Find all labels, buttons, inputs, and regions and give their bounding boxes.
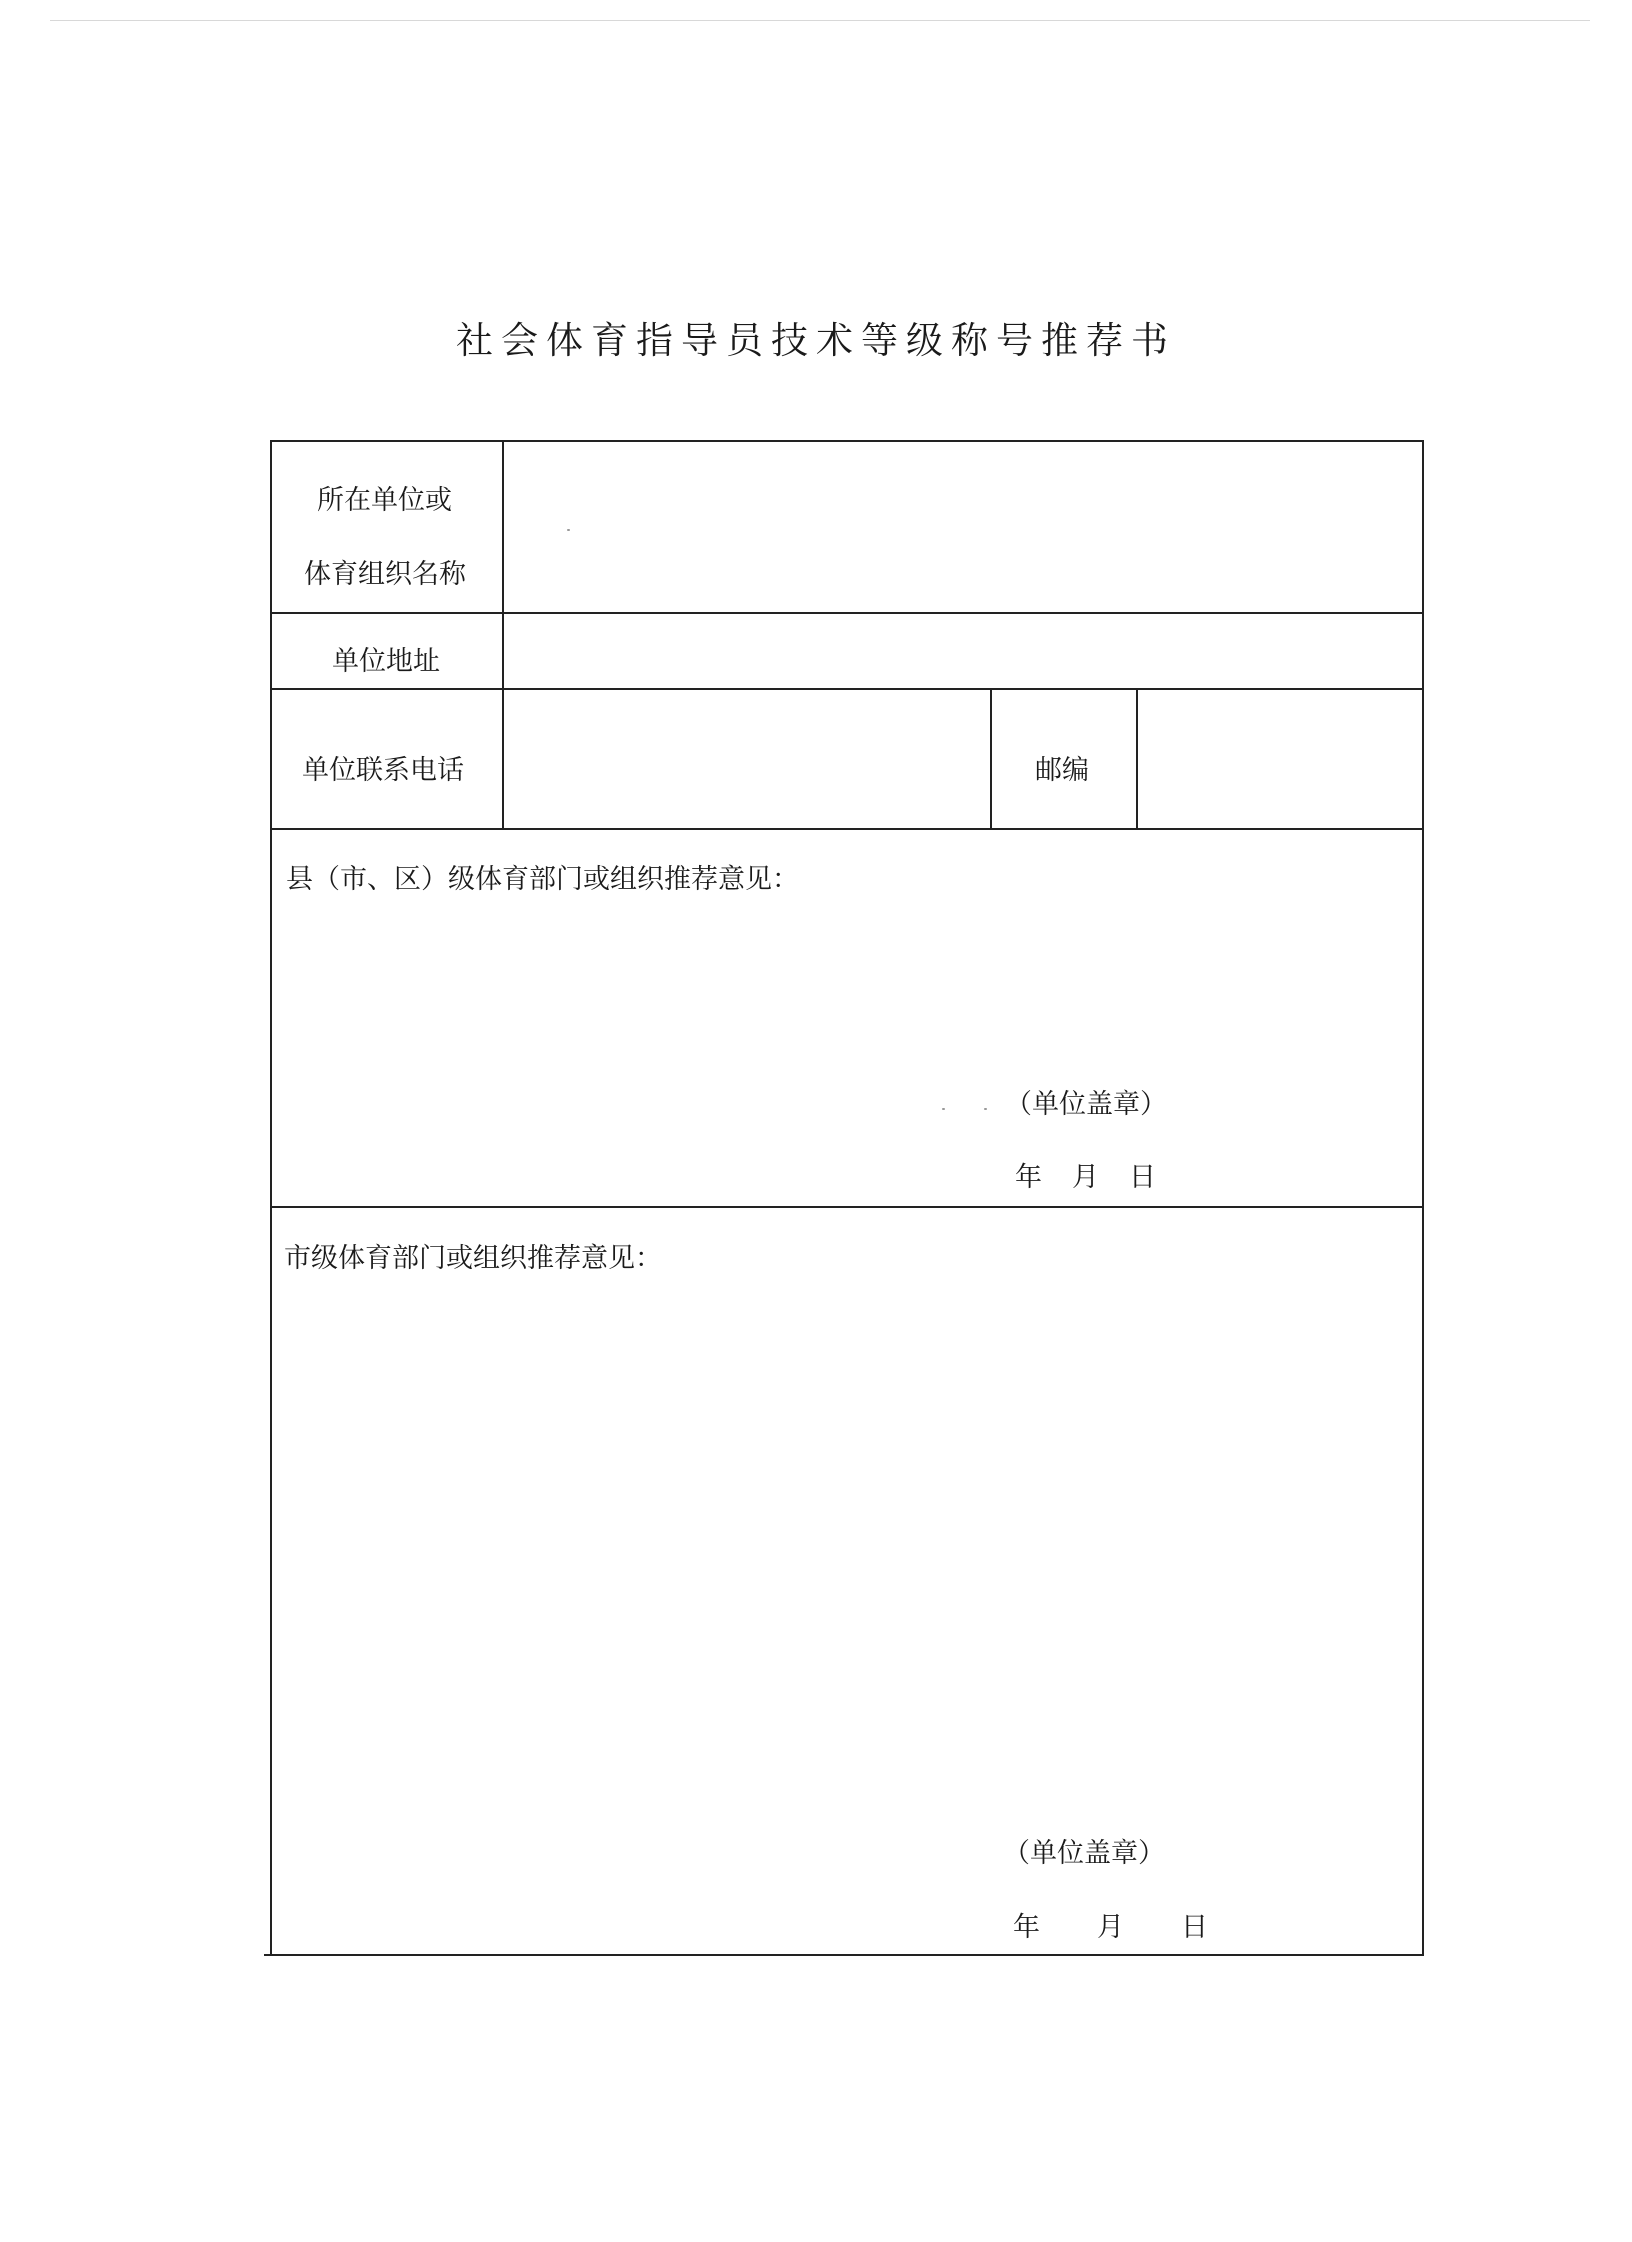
postcode-label-divider-left — [990, 688, 992, 830]
form-border-right — [1422, 440, 1424, 1956]
postcode-field[interactable] — [1150, 700, 1412, 820]
address-label: 单位地址 — [332, 646, 440, 677]
row-divider-3 — [270, 828, 1424, 830]
county-date-month: 月 — [1072, 1162, 1099, 1193]
scan-speck — [567, 529, 570, 531]
address-field[interactable] — [520, 620, 1410, 680]
unit-name-label-line2: 体育组织名称 — [304, 559, 466, 590]
label-column-divider — [502, 440, 504, 830]
form-border-left — [270, 440, 272, 1956]
postcode-label: 邮编 — [1035, 755, 1089, 786]
row-divider-2 — [270, 688, 1424, 690]
scan-speck — [984, 1108, 987, 1110]
row-divider-4 — [270, 1206, 1424, 1208]
city-stamp-note: （单位盖章） — [1003, 1838, 1165, 1869]
recommendation-form — [270, 440, 1424, 1956]
scan-speck — [942, 1108, 945, 1110]
phone-label: 单位联系电话 — [302, 755, 464, 786]
postcode-label-divider-right — [1136, 688, 1138, 830]
scan-edge-line — [50, 20, 1590, 21]
page-title: 社会体育指导员技术等级称号推荐书 — [456, 319, 1176, 362]
form-border-top — [270, 440, 1424, 442]
unit-name-field[interactable] — [520, 460, 1410, 600]
city-date-day: 日 — [1181, 1912, 1208, 1943]
county-date-day: 日 — [1129, 1162, 1156, 1193]
county-recommendation-heading: 县（市、区）级体育部门或组织推荐意见： — [286, 864, 799, 895]
city-date-year: 年 — [1013, 1912, 1040, 1943]
city-recommendation-heading: 市级体育部门或组织推荐意见： — [284, 1243, 662, 1274]
row-divider-1 — [270, 612, 1424, 614]
county-date-year: 年 — [1015, 1162, 1042, 1193]
form-border-bottom — [264, 1954, 1424, 1956]
unit-name-label-line1: 所在单位或 — [317, 485, 452, 516]
phone-field[interactable] — [520, 700, 980, 820]
county-stamp-note: （单位盖章） — [1005, 1089, 1167, 1120]
city-date-month: 月 — [1097, 1912, 1124, 1943]
